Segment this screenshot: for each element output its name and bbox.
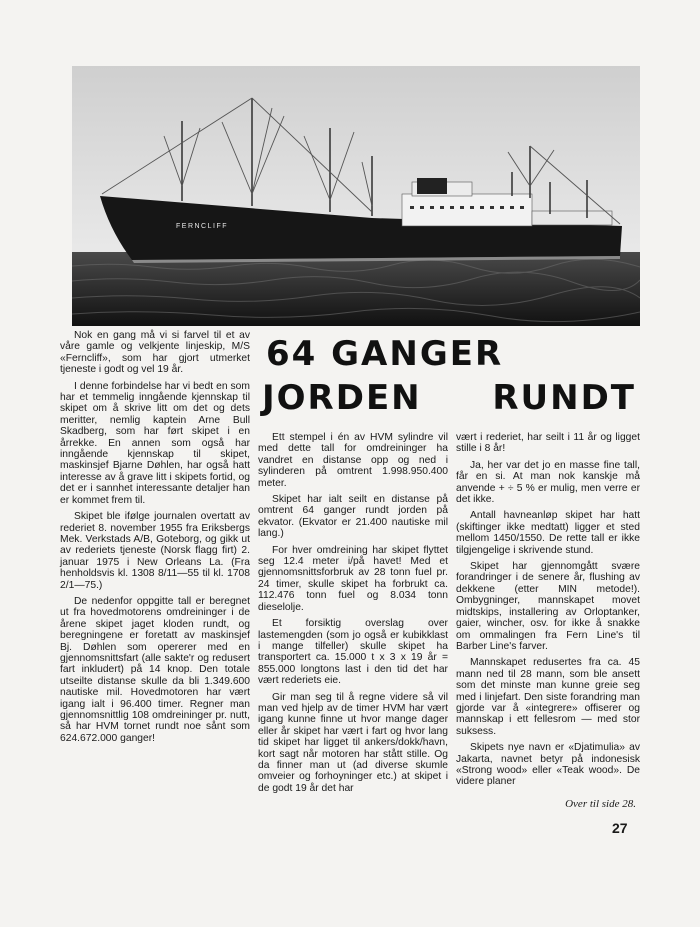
- ship-photo: [72, 66, 640, 326]
- paragraph: Ja, her var det jo en masse fine tall, får en si. At man nok kanskje må anvende + ÷ 5 % er mulig, men verre er det ikke.: [456, 459, 640, 506]
- hull-name-text: FERNCLIFF: [176, 223, 228, 230]
- paragraph: Mannskapet redusertes fra ca. 45 mann ned til 28 mann, som ble ansett som det minste man kunne greie seg med i linjefart. Den siste forandring man gjorde var å «integrere» offiserer og mannskap i ett fellesrom — med stor suksess.: [456, 657, 640, 737]
- ship-illustration: [72, 66, 640, 326]
- article-headline: [262, 332, 642, 420]
- headline-line-2: [262, 376, 636, 420]
- paragraph: Skipet har gjennomgått svære forandringer i de senere år, flushing av dekkene (etter MIN metode!). Ombygninger, mannskapet movet midtskips, installering av Orloptanker, gaier, wincher, osv. for ikke å snakke om ommalingen fra Fern Line's til Barber Line's farver.: [456, 561, 640, 652]
- paragraph: Et forsiktig overslag over lastemengden (som jo også er kubikklast i mange tilfeller) skulle skipet ha transportert ca. 15.000 t x 3 x 19 år = 855.000 longtons last i den tid det har vært rederiets eie.: [258, 618, 448, 687]
- article-column-1: [60, 330, 250, 744]
- article-column-3: [456, 432, 640, 788]
- paragraph: Skipets nye navn er «Djatimulia» av Jakarta, navnet betyr på indonesisk «Strong wood» eller «Teak wood». De videre planer: [456, 742, 640, 788]
- paragraph: vært i rederiet, har seilt i 11 år og ligget stille i 8 år!: [456, 432, 640, 455]
- headline-line-1: 64 GANGER: [266, 334, 504, 374]
- paragraph: Gir man seg til å regne videre så vil man ved hjelp av de timer HVM har vært igang kunne finne ut hvor mange dager eller år skipet har vært i fart og hvor lang tid skipet har ligget til ankers/dokk/havn, kort sagt når motoren har stått stille. Og da finner man ut (ad diverse skumle omveier og forhoyninger etc.) at skipet i de godt 19 år det har: [258, 691, 448, 794]
- paragraph: Ett stempel i én av HVM sylindre vil med dette tall for omdreininger ha vandret en distanse opp og ned i sylinderen på omtrent 1.998.950.400 meter.: [258, 432, 448, 489]
- paragraph: Skipet har ialt seilt en distanse på omtrent 64 ganger rundt jorden på ekvator. (Ekvator er 21.400 nautiske mil lang.): [258, 494, 448, 540]
- headline-word-rundt: RUNDT: [492, 378, 636, 418]
- page-number: 27: [612, 820, 628, 836]
- paragraph: Skipet ble ifølge journalen overtatt av rederiet 8. november 1955 fra Eriksbergs Mek. Verkstads A/B, Goteborg, og gikk ut av rederiets tjeneste (Norsk flagg firt) 2. januar 1975 i New Orleans La. (Fra henholdsvis kl. 1308 8/11—55 til kl. 1708 2/1—75.): [60, 511, 250, 591]
- article-column-2: [258, 432, 448, 794]
- headline-word-jorden: JORDEN: [262, 378, 422, 418]
- funnel: [417, 178, 447, 194]
- continued-note: Over til side 28.: [565, 798, 636, 810]
- paragraph: Antall havneanløp skipet har hatt (skiftinger ikke medtatt) ligger et sted mellom 1450/1550. De rette tall er ikke tilgjengelige i skrivende stund.: [456, 510, 640, 556]
- paragraph: De nedenfor oppgitte tall er beregnet ut fra hovedmotorens omdreininger i de årene skipet jaget kloden rundt, og beregningene er foretatt av maskinsjef Bj. Døhlen som opererer med en gjennomsnittsfart (alle sakte'r og redusert fart inkludert) på 14 knop. Den totale utseilte distanse skulle da bli 1.349.600 nautiske mil. Hovedmotoren har vært igang ialt i 96.400 timer. Regner man gjennomsnittlig 108 omdreininger pr. nutt, så har HVM tornet rundt noe sånt som 624.672.000 ganger!: [60, 595, 250, 744]
- superstructure: [402, 194, 532, 226]
- paragraph: For hver omdreining har skipet flyttet seg 12.4 meter i/på havet! Med et gjennomsnittsforbruk av 28 tonn fuel pr. 24 timer, skulle skipet ha forbrukt ca. 112.476 tonn fuel og 8.034 tonn dieselolje.: [258, 544, 448, 613]
- paragraph: I denne forbindelse har vi bedt en som har et temmelig inngående kjennskap til skipet om å skrive litt om det og dets meritter, nemlig kaptein Arne Bull Skadberg, som har ført skipet i en årrekke. En annen som også har inngående kjennskap til skipet, maskinsjef Bjarne Døhlen, har også hatt interesse av å grave litt i skipets fortid, og det er i sannhet interessante detaljer han er kommet frem til.: [60, 380, 250, 506]
- sea: [72, 252, 640, 326]
- intro-paragraph: Nok en gang må vi si farvel til et av våre gamle og velkjente linjeskip, M/S «Ferncliff», som har gjort utmerket tjeneste i godt og vel 19 år.: [60, 330, 250, 376]
